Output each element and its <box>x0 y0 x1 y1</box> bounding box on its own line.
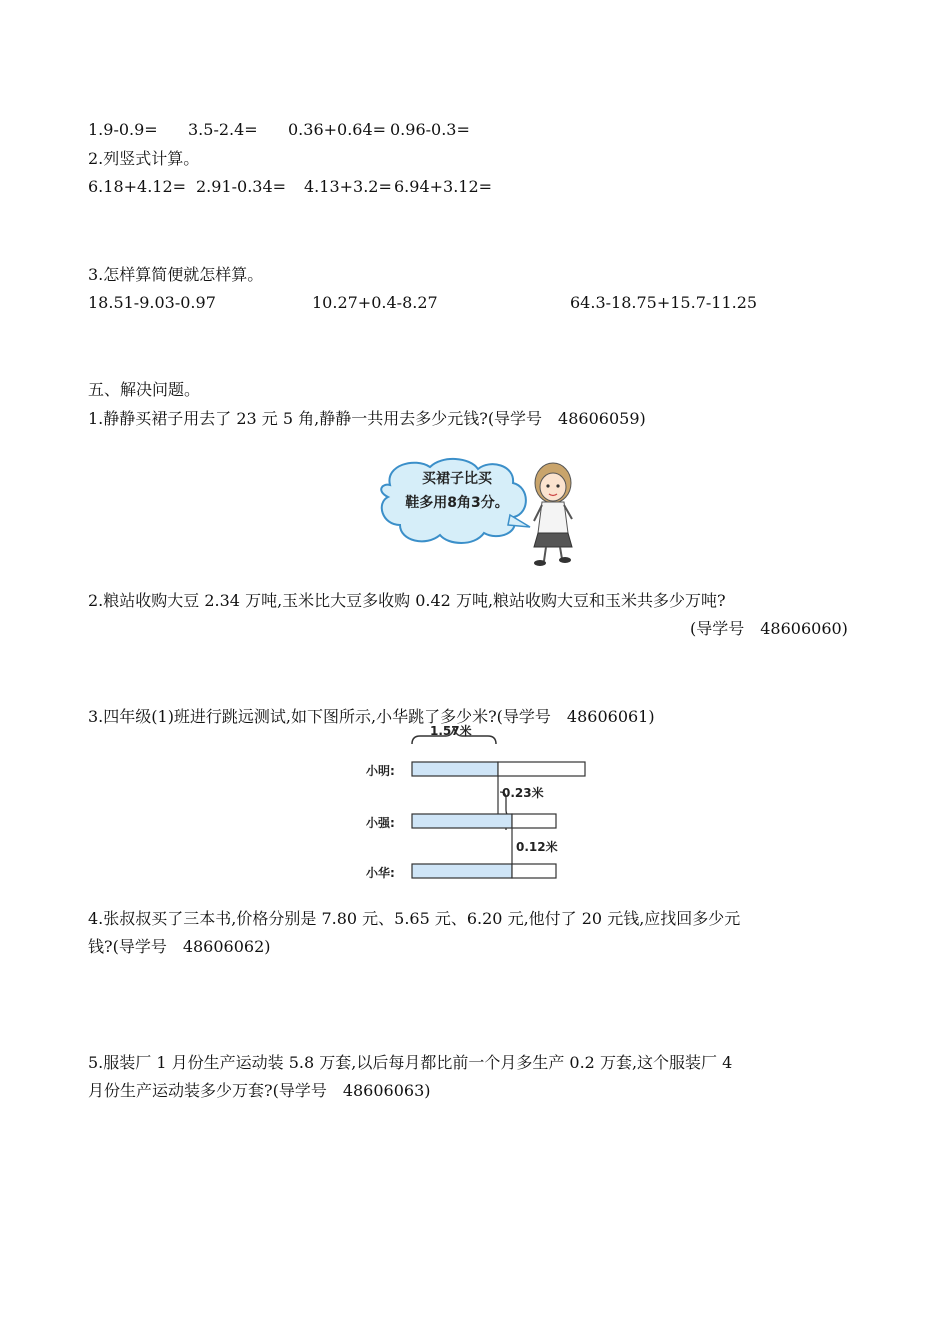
expr: 64.3-18.75+15.7-11.25 <box>570 293 758 312</box>
expr: 0.96-0.3= <box>390 120 470 139</box>
expr: 2.91-0.34= <box>196 177 287 196</box>
speech-bubble-illustration <box>370 455 580 570</box>
problem-2: 2.粮站收购大豆 2.34 万吨,玉米比大豆多收购 0.42 万吨,粮站收购大豆和玉米共多少万吨? <box>88 591 726 610</box>
expr: 6.18+4.12= <box>88 177 187 196</box>
name-xiaoqiang: 小强: <box>366 816 395 830</box>
bubble-line: 买裙子比买 <box>422 471 492 487</box>
label-1-57m: 1.57米 <box>430 724 472 738</box>
problem-5-line-2: 月份生产运动装多少万套?(导学号 48606063) <box>88 1081 431 1100</box>
problem-4-line-1: 4.张叔叔买了三本书,价格分别是 7.80 元、5.65 元、6.20 元,他付了 20 元钱,应找回多少元 <box>88 909 741 928</box>
question-title: 3.怎样算简便就怎样算。 <box>88 265 264 284</box>
girl-figure-icon <box>534 463 572 566</box>
problem-5-line-1: 5.服装厂 1 月份生产运动装 5.8 万套,以后每月都比前一个月多生产 0.2 万套,这个服装厂 4 <box>88 1053 733 1072</box>
label-0-23m: 0.23米 <box>502 786 544 800</box>
long-jump-diagram <box>360 722 620 882</box>
question-title: 2.列竖式计算。 <box>88 149 200 168</box>
name-xiaohua: 小华: <box>366 866 395 880</box>
problem-1: 1.静静买裙子用去了 23 元 5 角,静静一共用去多少元钱?(导学号 48606059) <box>88 409 646 428</box>
expr: 18.51-9.03-0.97 <box>88 293 216 312</box>
expr: 10.27+0.4-8.27 <box>312 293 438 312</box>
expr: 3.5-2.4= <box>188 120 258 139</box>
label-0-12m: 0.12米 <box>516 840 558 854</box>
bubble-text <box>392 467 522 515</box>
expr: 0.36+0.64= <box>288 120 387 139</box>
bubble-line: 鞋多用8角3分。 <box>405 495 509 511</box>
problem-4-line-2: 钱?(导学号 48606062) <box>88 937 271 956</box>
expr: 4.13+3.2= <box>304 177 392 196</box>
expr: 1.9-0.9= <box>88 120 158 139</box>
section-heading: 五、解决问题。 <box>88 380 201 399</box>
expr: 6.94+3.12= <box>394 177 493 196</box>
problem-3: 3.四年级(1)班进行跳远测试,如下图所示,小华跳了多少米?(导学号 48606061) <box>88 707 655 726</box>
name-xiaoming: 小明: <box>366 764 395 778</box>
bar-comparison-figure <box>360 722 620 882</box>
problem-2-ref: (导学号 48606060) <box>690 619 848 638</box>
